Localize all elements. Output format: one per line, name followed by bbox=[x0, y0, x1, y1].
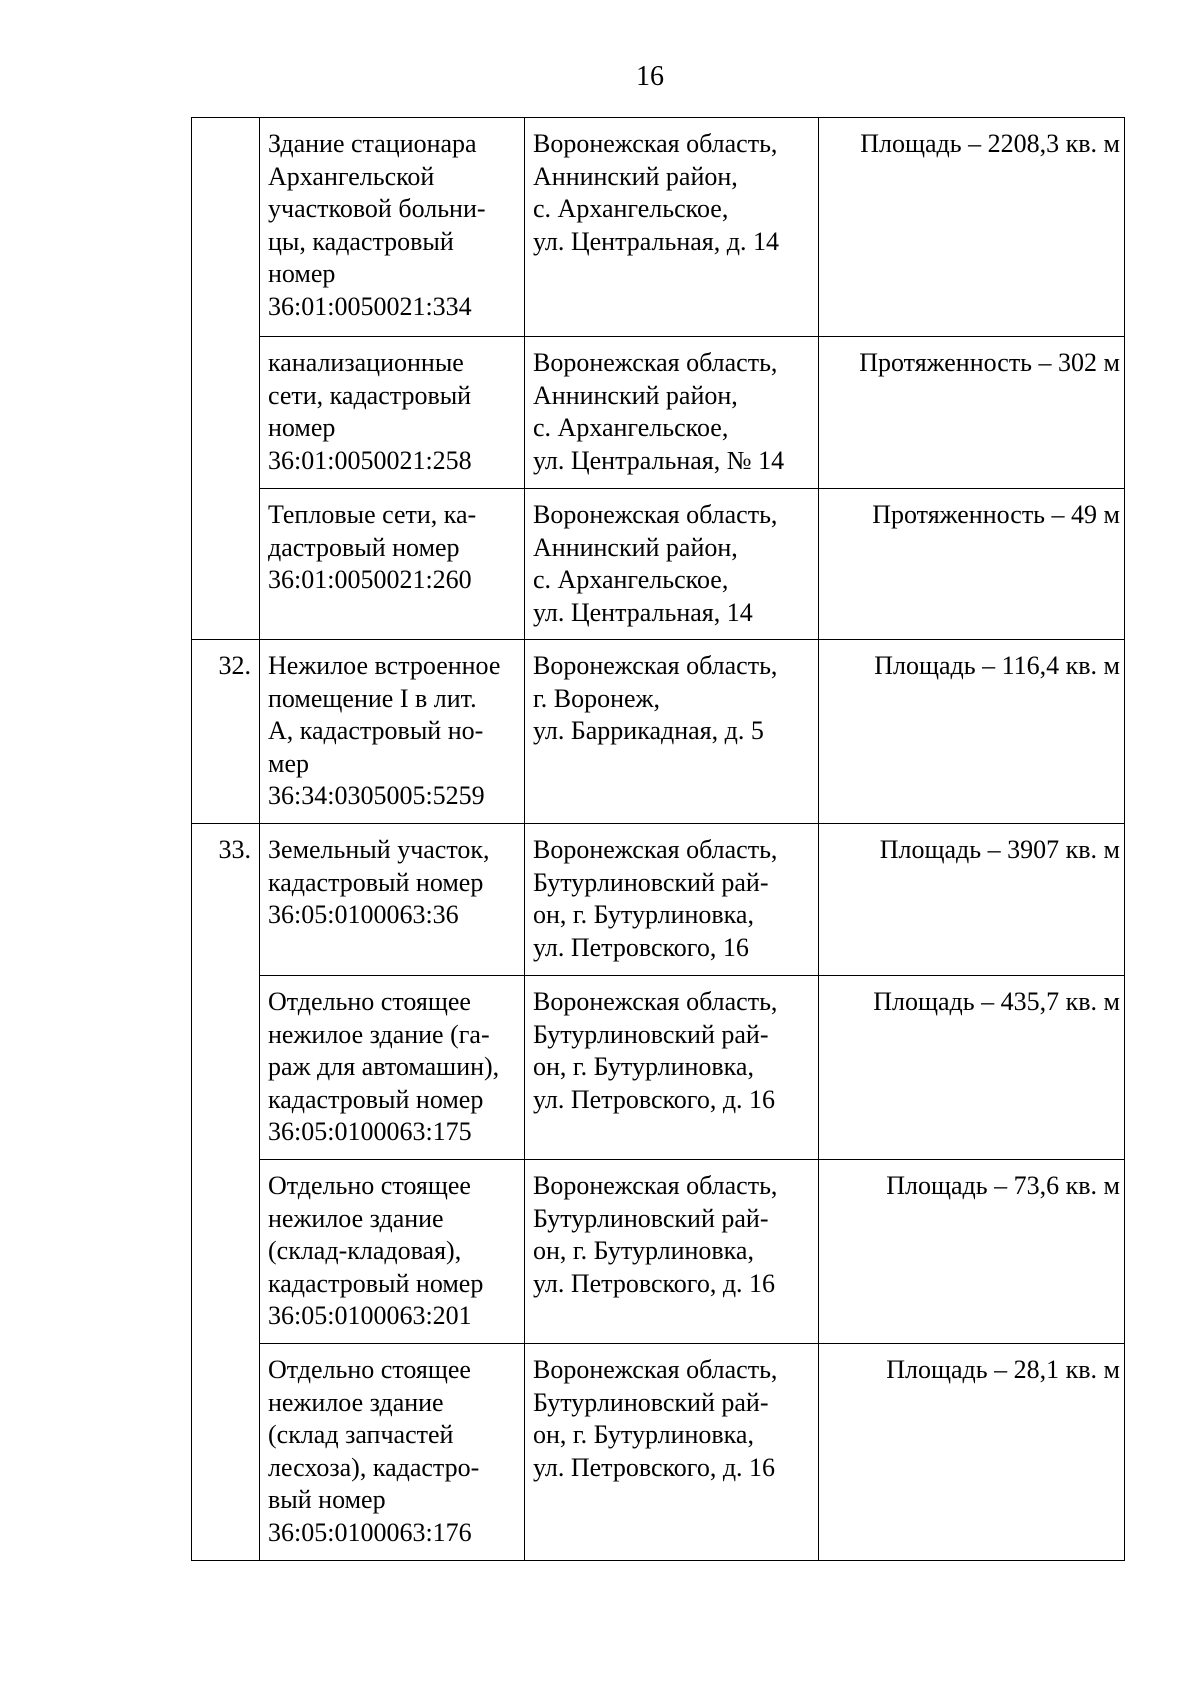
object-name: Тепловые сети, ка- дастровый номер 36:01:0050021:260 bbox=[260, 489, 525, 640]
object-address: Воронежская область, Бутурлиновский рай- он, г. Бутурлиновка, ул. Петровского, 16 bbox=[525, 824, 819, 976]
row-number bbox=[192, 976, 260, 1160]
object-parameter: Протяженность – 302 м bbox=[819, 337, 1125, 489]
object-parameter: Площадь – 116,4 кв. м bbox=[819, 640, 1125, 824]
object-parameter: Площадь – 28,1 кв. м bbox=[819, 1344, 1125, 1561]
object-name: Нежилое встроенное помещение I в лит. А, кадастровый но- мер 36:34:0305005:5259 bbox=[260, 640, 525, 824]
table-row bbox=[192, 337, 1125, 489]
object-address: Воронежская область, Бутурлиновский рай- он, г. Бутурлиновка, ул. Петровского, д. 16 bbox=[525, 1160, 819, 1344]
object-name: канализационные сети, кадастровый номер 36:01:0050021:258 bbox=[260, 337, 525, 489]
row-number: 32. bbox=[192, 640, 260, 824]
page-number: 16 bbox=[636, 61, 664, 92]
object-name: Отдельно стоящее нежилое здание (склад запчастей лесхоза), кадастро- вый номер 36:05:0100063:176 bbox=[260, 1344, 525, 1561]
object-parameter: Площадь – 2208,3 кв. м bbox=[819, 118, 1125, 337]
object-parameter: Протяженность – 49 м bbox=[819, 489, 1125, 640]
object-address: Воронежская область, г. Воронеж, ул. Баррикадная, д. 5 bbox=[525, 640, 819, 824]
table-row bbox=[192, 824, 1125, 976]
object-address: Воронежская область, Бутурлиновский рай- он, г. Бутурлиновка, ул. Петровского, д. 16 bbox=[525, 1344, 819, 1561]
object-name: Земельный участок, кадастровый номер 36:05:0100063:36 bbox=[260, 824, 525, 976]
object-address: Воронежская область, Аннинский район, с. Архангельское, ул. Центральная, № 14 bbox=[525, 337, 819, 489]
row-number: 33. bbox=[192, 824, 260, 976]
row-number bbox=[192, 118, 260, 337]
table-row bbox=[192, 976, 1125, 1160]
object-name: Здание стационара Архангельской участковой больни- цы, кадастровый номер 36:01:0050021:334 bbox=[260, 118, 525, 337]
row-number bbox=[192, 337, 260, 489]
object-parameter: Площадь – 435,7 кв. м bbox=[819, 976, 1125, 1160]
table-row bbox=[192, 118, 1125, 337]
row-number bbox=[192, 1344, 260, 1561]
object-name: Отдельно стоящее нежилое здание (га- раж для автомашин), кадастровый номер 36:05:0100063:175 bbox=[260, 976, 525, 1160]
object-parameter: Площадь – 3907 кв. м bbox=[819, 824, 1125, 976]
table-row bbox=[192, 640, 1125, 824]
object-address: Воронежская область, Аннинский район, с. Архангельское, ул. Центральная, д. 14 bbox=[525, 118, 819, 337]
object-name: Отдельно стоящее нежилое здание (склад-кладовая), кадастровый номер 36:05:0100063:201 bbox=[260, 1160, 525, 1344]
table-row bbox=[192, 489, 1125, 640]
table-row bbox=[192, 1160, 1125, 1344]
object-address: Воронежская область, Аннинский район, с. Архангельское, ул. Центральная, 14 bbox=[525, 489, 819, 640]
row-number bbox=[192, 489, 260, 640]
row-number bbox=[192, 1160, 260, 1344]
property-table bbox=[191, 117, 1125, 1561]
table-row bbox=[192, 1344, 1125, 1561]
object-address: Воронежская область, Бутурлиновский рай- он, г. Бутурлиновка, ул. Петровского, д. 16 bbox=[525, 976, 819, 1160]
object-parameter: Площадь – 73,6 кв. м bbox=[819, 1160, 1125, 1344]
